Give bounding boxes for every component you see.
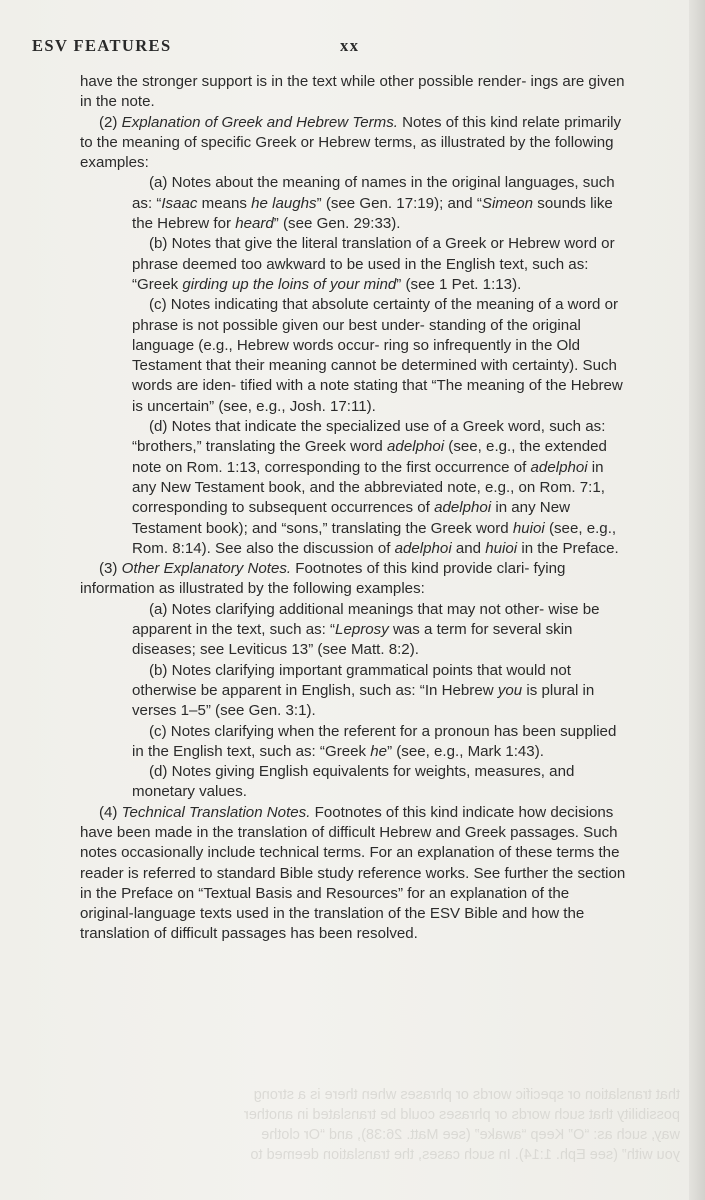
paragraph [80,661,626,722]
text-run: ” (see, e.g., Mark 1:43). [387,742,544,760]
text-run: (a) Notes clarifying additional meanings that may not other- wise be apparent in the text, such as: “ [132,600,600,639]
text-run: (b) Notes that give the literal translation of a Greek or Hebrew word or phrase deemed too awkward to be used in the English text, such as: “Greek [132,235,615,293]
italic-run: Other Explanatory Notes. [121,560,292,578]
paragraph [80,559,626,600]
text-run: ” (see Gen. 29:33). [273,215,401,233]
text-run: and [451,539,486,557]
body-text [80,72,626,945]
text-run: ” (see 1 Pet. 1:13). [396,275,522,293]
italic-run: Technical Translation Notes. [121,803,311,821]
text-run: in any New Testament book, and the abbreviated note, e.g., on Rom. 7:1, corresponding to subsequent occurrences of [132,458,605,517]
text-run: (see, e.g., the extended note on Rom. 1:13, corresponding to the first occurrence of [132,438,607,476]
italic-run: adelphoi [530,458,588,476]
text-run: (2) [99,113,122,131]
text-run: Notes of this kind relate primarily to the meaning of specific Greek or Hebrew terms, as illustrated by the following examples: [80,113,622,172]
italic-run: huioi [485,539,518,557]
italic-run: Simeon [481,194,534,212]
text-run: ” (see Gen. 17:19); and “ [316,194,482,212]
italic-run: adelphoi [434,499,492,517]
italic-run: Isaac [161,194,198,212]
text-run: means [197,194,252,212]
page-number: xx [340,36,360,55]
page-edge [689,0,705,1200]
text-run: sounds like the Hebrew for [132,194,613,233]
text-run: in the Preface. [517,539,619,557]
italic-run: he [370,742,388,760]
text-run: is plural in verses 1–5” (see Gen. 3:1). [132,681,595,720]
text-run: (b) Notes clarifying important grammatical points that would not otherwise be apparent in English, such as: “In Hebrew [132,661,571,699]
paragraph [80,72,626,113]
paragraph [80,722,626,763]
italic-run: you [497,681,523,699]
paragraph [80,803,626,945]
paragraph [80,113,626,174]
italic-run: adelphoi [387,438,445,456]
paragraph [80,234,626,295]
paragraph [80,417,626,559]
italic-run: huioi [512,519,545,537]
running-head-title: ESV FEATURES [32,36,172,55]
text-run: was a term for several skin diseases; see Leviticus 13” (see Matt. 8:2). [132,621,573,659]
text-run: (d) Notes giving English equivalents for weights, measures, and monetary values. [132,763,575,801]
italic-run: Leprosy [335,621,389,639]
text-run: have the stronger support is in the text while other possible render- ings are given in the note. [80,73,625,111]
show-through-text: that translation or specific words or phrases when there is a strong possibility that such words or phrases could be translated in another way, such as: “O” Keep “awake” (see Matt. 26:38), and “Or clothe you with” (see Eph. 1:14). In such cases, the translation deemed to [243,1087,680,1163]
text-run: (3) [99,560,122,578]
text-run: Footnotes of this kind provide clari- fying information as illustrated by the following examples: [80,560,566,598]
italic-run: adelphoi [394,539,452,557]
running-head [32,36,685,60]
text-run: (c) Notes indicating that absolute certainty of the meaning of a word or phrase is not possible given our best under- standing of the original language (e.g., Hebrew words occur- ring so infrequently in the Old Testament that their meaning cannot be determined with certainty). Such words are iden- tified with a note stating that “The meaning of the Hebrew is uncertain” (see, e.g., Josh. 17:11). [132,296,623,415]
text-run: (d) Notes that indicate the specialized use of a Greek word, such as: “brothers,” translating the Greek word [132,418,606,456]
italic-run: girding up the loins of your mind [182,275,397,293]
text-run: (a) Notes about the meaning of names in the original languages, such as: “ [132,174,615,212]
paragraph [80,762,626,803]
text-run: Footnotes of this kind indicate how decisions have been made in the translation of difficult Hebrew and Greek passages. Such notes occasionally include technical terms. For an explanation of these terms the reader is referred to standard Bible study reference works. See further the section in the Preface on “Textual Basis and Resources” for an explanation of the original-language texts used in the translation of the ESV Bible and how the translation of difficult passages has been resolved. [80,803,626,943]
paragraph [80,173,626,234]
paragraph [80,600,626,661]
paragraph [80,295,626,417]
italic-run: Explanation of Greek and Hebrew Terms. [121,113,398,131]
text-run: in any New Testament book); and “sons,” translating the Greek word [132,499,570,537]
text-run: (see, e.g., Rom. 8:14). See also the discussion of [132,519,617,557]
italic-run: he laughs [251,194,317,212]
text-run: (c) Notes clarifying when the referent for a pronoun has been supplied in the English text, such as: “Greek [132,722,617,760]
italic-run: heard [235,215,274,233]
text-run: (4) [99,803,122,821]
